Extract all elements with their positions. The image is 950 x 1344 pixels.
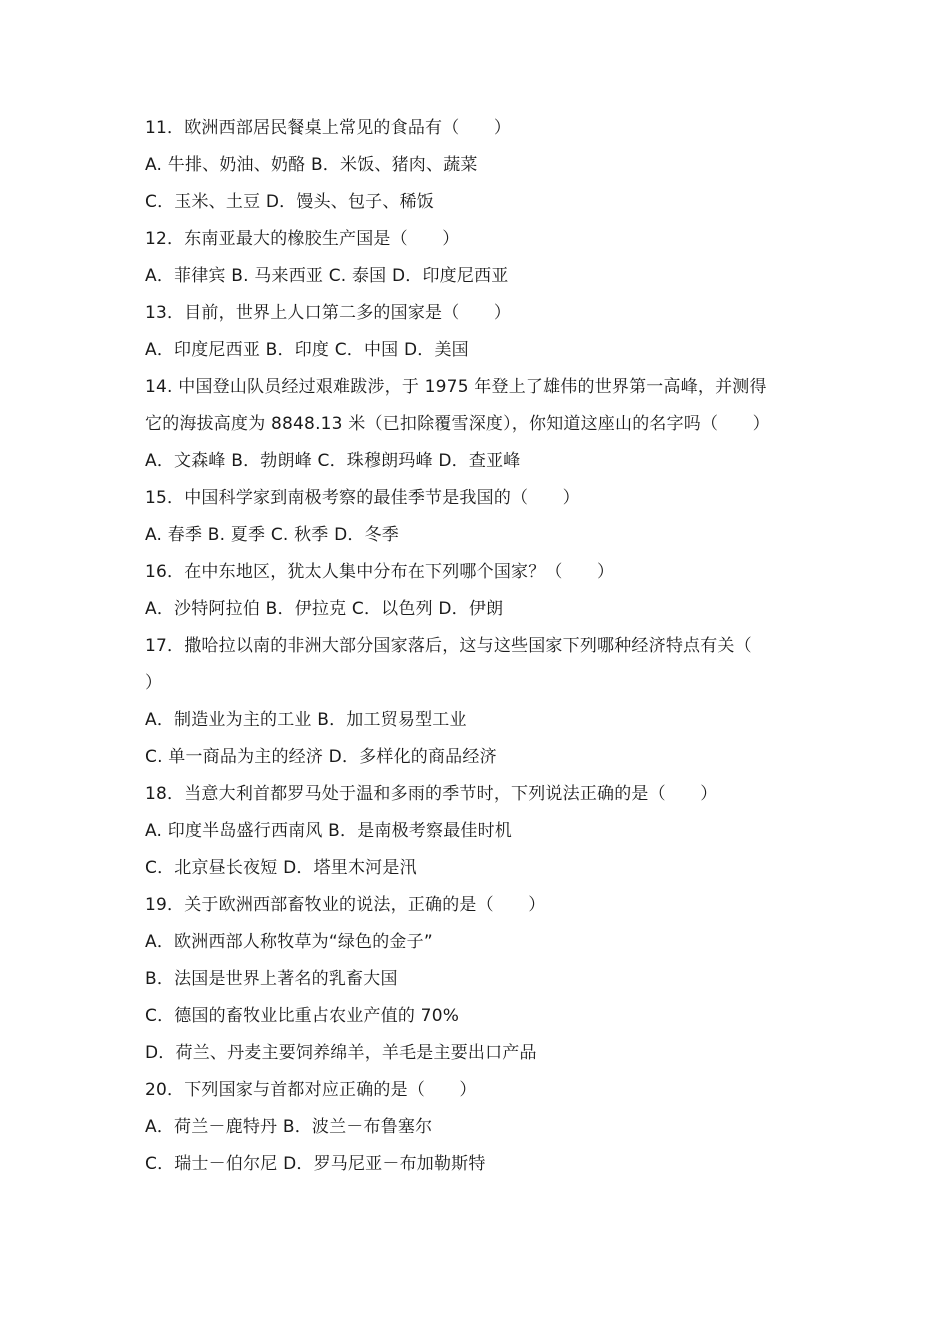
q17-options-cd: C. 单一商品为主的经济 D．多样化的商品经济 [145,747,497,767]
q12-options: A．菲律宾 B. 马来西亚 C. 泰国 D．印度尼西亚 [145,266,509,286]
q20-options-ab: A．荷兰－鹿特丹 B．波兰－布鲁塞尔 [145,1117,433,1137]
q11-stem: 11．欧洲西部居民餐桌上常见的食品有（ ） [145,118,512,138]
q14-stem-line1: 14. 中国登山队员经过艰难跋涉，于 1975 年登上了雄伟的世界第一高峰，并测得 [145,377,767,397]
q11-options-cd: C．玉米、土豆 D．馒头、包子、稀饭 [145,192,434,212]
q11-options-ab: A. 牛排、奶油、奶酪 B．米饭、猪肉、蔬菜 [145,155,478,175]
q14-stem-line2: 它的海拔高度为 8848.13 米（已扣除覆雪深度），你知道这座山的名字吗（ ） [145,414,770,434]
q19-option-d: D．荷兰、丹麦主要饲养绵羊，羊毛是主要出口产品 [145,1043,537,1063]
q18-options-ab: A. 印度半岛盛行西南风 B．是南极考察最佳时机 [145,821,513,841]
q20-options-cd: C．瑞士－伯尔尼 D．罗马尼亚－布加勒斯特 [145,1154,486,1174]
q17-options-ab: A．制造业为主的工业 B．加工贸易型工业 [145,710,467,730]
q15-stem: 15．中国科学家到南极考察的最佳季节是我国的（ ） [145,488,580,508]
q19-option-a: A．欧洲西部人称牧草为“绿色的金子” [145,932,433,952]
q15-options: A. 春季 B. 夏季 C. 秋季 D．冬季 [145,525,399,545]
q13-options: A．印度尼西亚 B．印度 C．中国 D．美国 [145,340,469,360]
q14-options: A．文森峰 B．勃朗峰 C．珠穆朗玛峰 D．查亚峰 [145,451,521,471]
q19-option-c: C．德国的畜牧业比重占农业产值的 70% [145,1006,460,1026]
q19-stem: 19．关于欧洲西部畜牧业的说法，正确的是（ ） [145,895,546,915]
q20-stem: 20．下列国家与首都对应正确的是（ ） [145,1080,477,1100]
q18-options-cd: C．北京昼长夜短 D．塔里木河是汛 [145,858,417,878]
q18-stem: 18．当意大利首都罗马处于温和多雨的季节时，下列说法正确的是（ ） [145,784,718,804]
q16-stem: 16．在中东地区，犹太人集中分布在下列哪个国家？（ ） [145,562,615,582]
question-list [145,110,815,1183]
q13-stem: 13．目前，世界上人口第二多的国家是（ ） [145,303,512,323]
q17-stem-line1: 17．撒哈拉以南的非洲大部分国家落后，这与这些国家下列哪种经济特点有关（ [145,636,752,656]
q17-stem-line2: ） [145,673,163,693]
q16-options: A．沙特阿拉伯 B．伊拉克 C．以色列 D．伊朗 [145,599,504,619]
q12-stem: 12．东南亚最大的橡胶生产国是（ ） [145,229,460,249]
q19-option-b: B．法国是世界上著名的乳畜大国 [145,969,398,989]
